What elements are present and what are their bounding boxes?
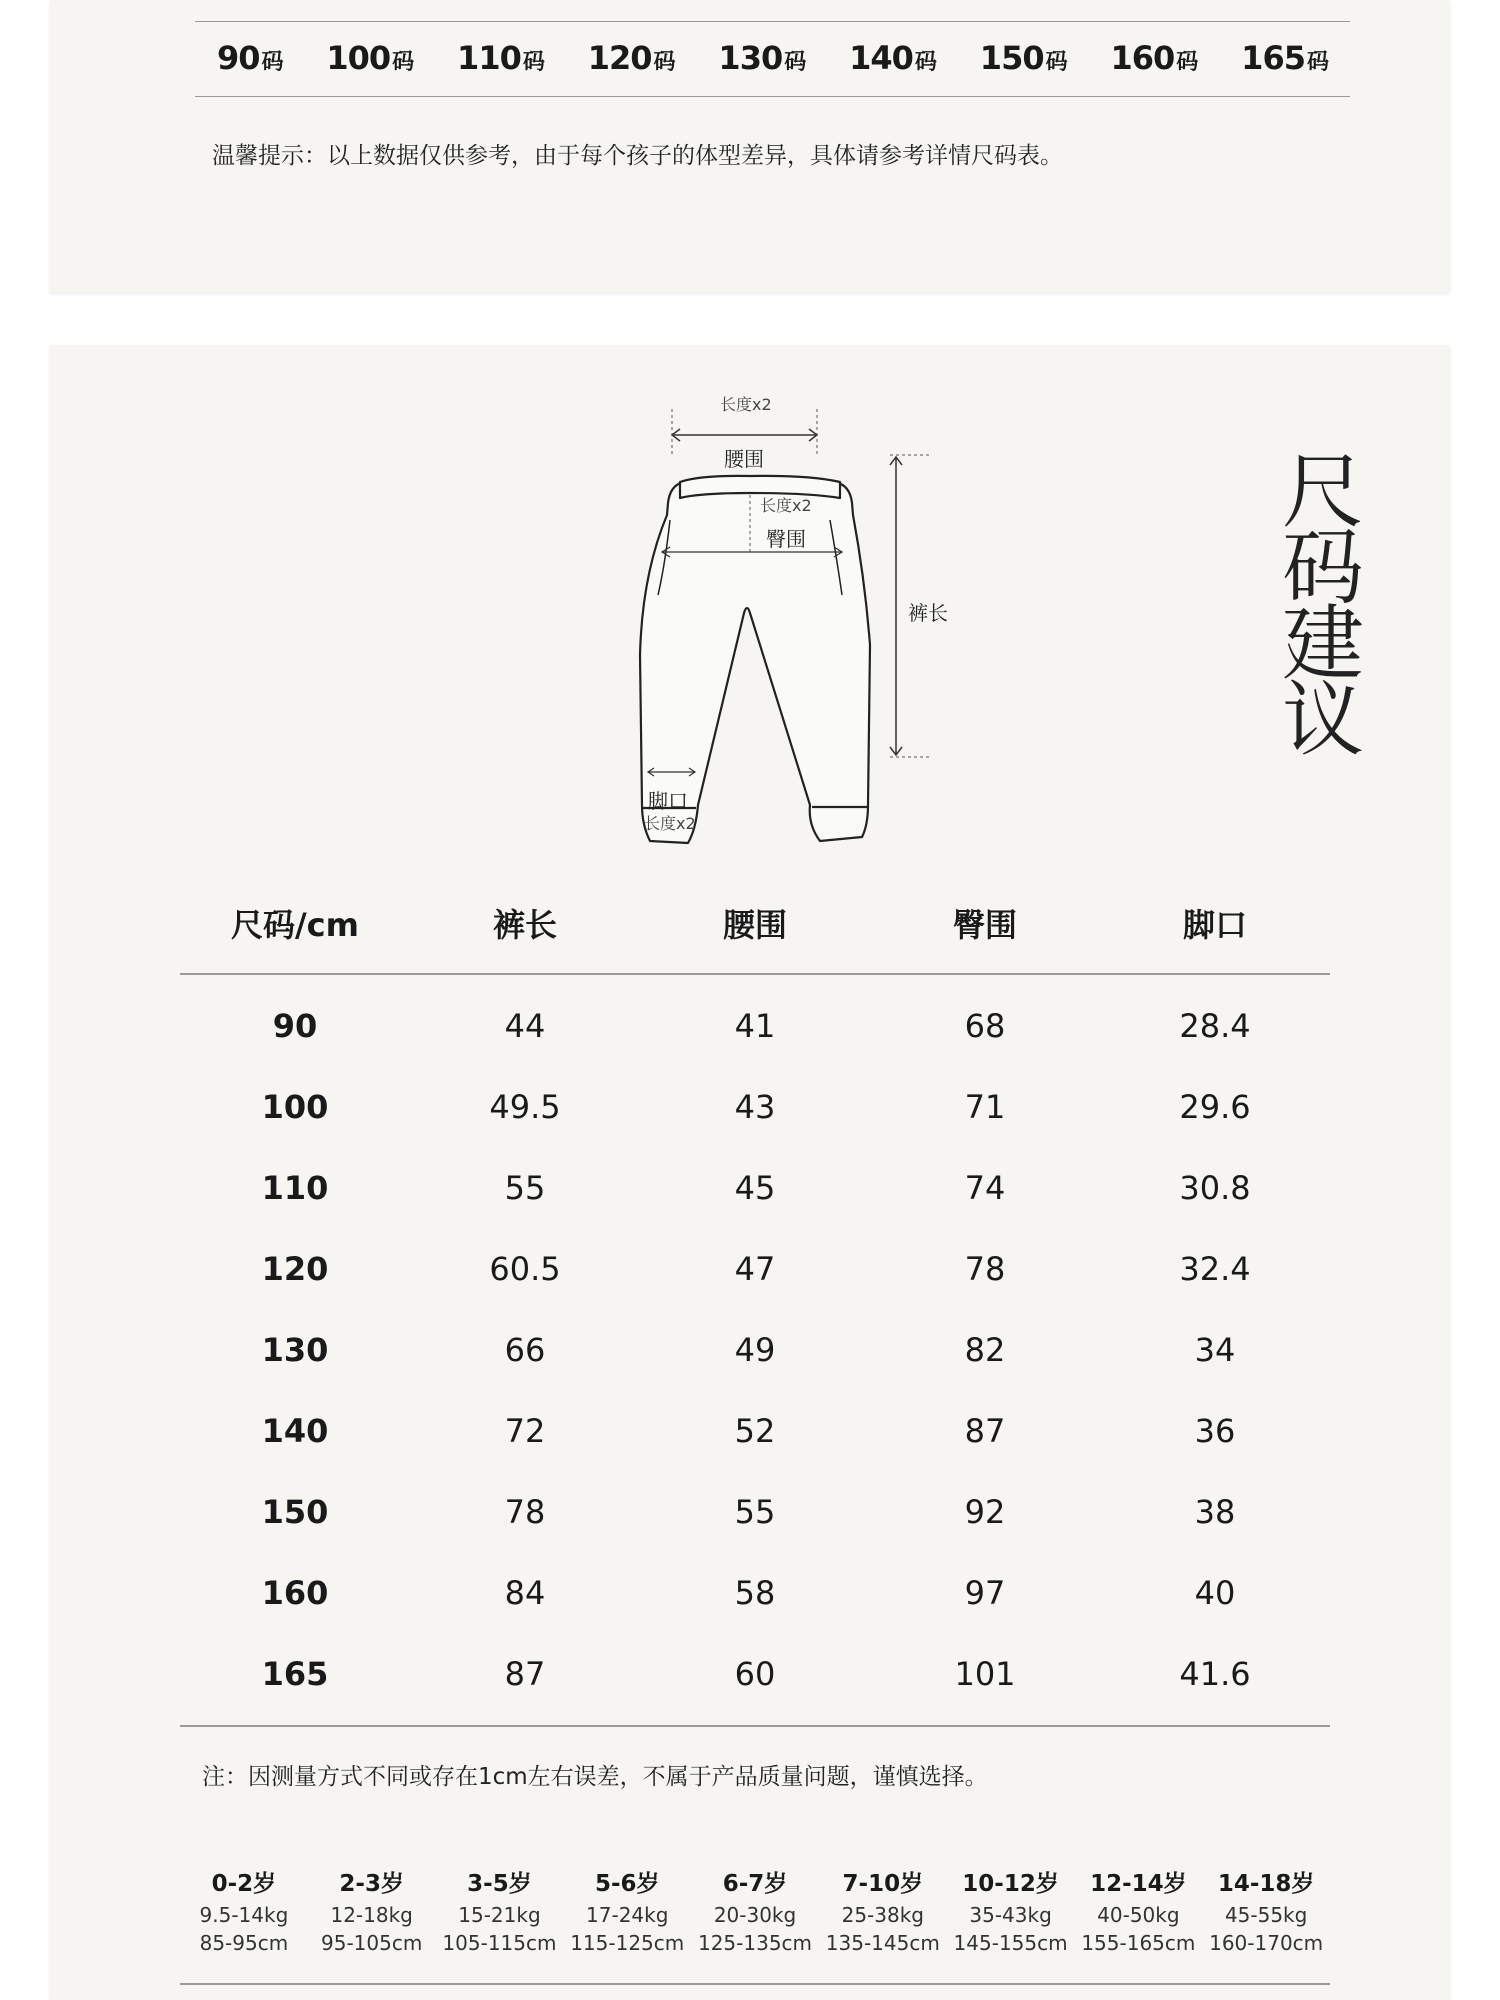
cell-hip: 71 — [964, 1087, 1006, 1126]
cell-size: 120 — [261, 1249, 329, 1288]
age-guide-weight: 12-18kg — [330, 1903, 413, 1927]
cell-length: 72 — [504, 1411, 546, 1450]
cell-size: 150 — [261, 1492, 329, 1531]
table-row — [180, 1552, 1330, 1633]
cell-cuff: 29.6 — [1179, 1087, 1251, 1126]
vertical-title-char: 议 — [1281, 673, 1364, 768]
cell-cuff: 38 — [1194, 1492, 1236, 1531]
table-row — [180, 1390, 1330, 1471]
cell-hip: 82 — [964, 1330, 1006, 1369]
age-guide-height: 115-125cm — [570, 1931, 685, 1955]
cell-hip: 68 — [964, 1006, 1006, 1045]
table-bottom-rule — [180, 1725, 1330, 1727]
age-guide-height: 105-115cm — [442, 1931, 557, 1955]
cell-waist: 41 — [734, 1006, 776, 1045]
cuff-label: 脚口 — [648, 789, 688, 813]
top-size-number: 90 — [216, 39, 260, 77]
age-guide-age: 5-6岁 — [594, 1871, 660, 1897]
table-header-rule — [180, 973, 1330, 975]
cell-waist: 43 — [734, 1087, 776, 1126]
top-size-unit: 码 — [914, 50, 936, 75]
top-size-item — [588, 39, 675, 77]
age-guide-item — [436, 1865, 564, 1955]
cell-length: 55 — [504, 1168, 546, 1207]
top-size-item — [980, 39, 1067, 77]
header-hip: 臀围 — [952, 906, 1017, 944]
waist-label: 腰围 — [724, 447, 764, 471]
cell-length: 78 — [504, 1492, 546, 1531]
size-table-header — [180, 893, 1330, 953]
age-guide-item — [819, 1865, 947, 1955]
header-waist: 腰围 — [722, 906, 787, 944]
age-guide-weight: 45-55kg — [1224, 1903, 1308, 1927]
top-size-unit: 码 — [1306, 50, 1328, 75]
cell-cuff: 28.4 — [1179, 1006, 1251, 1045]
top-size-number: 160 — [1110, 39, 1175, 77]
top-size-item — [849, 39, 936, 77]
age-guide-height: 160-170cm — [1209, 1931, 1324, 1955]
top-size-item — [217, 39, 283, 77]
cuff-note: 长度x2 — [644, 814, 696, 833]
hip-note: 长度x2 — [760, 496, 812, 515]
cell-size: 165 — [261, 1654, 329, 1693]
cell-cuff: 36 — [1194, 1411, 1236, 1450]
top-size-unit: 码 — [392, 50, 414, 75]
note-text: 注：因测量方式不同或存在1cm左右误差，不属于产品质量问题，谨慎选择。 — [202, 1764, 988, 1790]
age-guide-age: 6-7岁 — [722, 1871, 788, 1897]
table-row — [180, 1309, 1330, 1390]
age-guide-height: 155-165cm — [1081, 1931, 1196, 1955]
age-guide-rule — [180, 1983, 1330, 1985]
cell-hip: 78 — [964, 1249, 1006, 1288]
age-guide-weight: 17-24kg — [586, 1903, 669, 1927]
size-chart-card — [50, 345, 1450, 2000]
cell-cuff: 30.8 — [1179, 1168, 1251, 1207]
table-row — [180, 985, 1330, 1066]
cell-cuff: 40 — [1194, 1573, 1236, 1612]
vertical-title-char: 建 — [1281, 597, 1364, 692]
hip-label: 臀围 — [766, 527, 806, 551]
cell-hip: 97 — [964, 1573, 1006, 1612]
waist-note: 长度x2 — [720, 395, 772, 414]
age-guide-weight: 35-43kg — [969, 1903, 1052, 1927]
cell-length: 49.5 — [489, 1087, 561, 1126]
header-length: 裤长 — [492, 906, 557, 944]
cell-cuff: 32.4 — [1179, 1249, 1251, 1288]
cell-hip: 74 — [964, 1168, 1006, 1207]
top-size-unit: 码 — [1176, 50, 1198, 75]
cell-length: 60.5 — [489, 1249, 561, 1288]
cell-waist: 45 — [734, 1168, 776, 1207]
top-size-number: 100 — [326, 39, 391, 77]
age-guide-age: 12-14岁 — [1090, 1871, 1187, 1897]
age-guide-weight: 15-21kg — [458, 1903, 541, 1927]
age-guide-age: 0-2岁 — [211, 1871, 277, 1897]
top-size-item — [1110, 39, 1197, 77]
age-guide-height: 85-95cm — [199, 1931, 289, 1955]
age-guide-height: 125-135cm — [697, 1931, 813, 1955]
table-row — [180, 1066, 1330, 1147]
cell-hip: 101 — [954, 1654, 1016, 1693]
header-cuff: 脚口 — [1182, 906, 1247, 944]
cell-length: 66 — [504, 1330, 546, 1369]
age-guide-item — [1074, 1865, 1202, 1955]
age-guide-age: 10-12岁 — [962, 1871, 1059, 1897]
age-guide-item — [1202, 1865, 1330, 1955]
cell-cuff: 41.6 — [1179, 1654, 1251, 1693]
cell-waist: 60 — [734, 1654, 776, 1693]
table-row — [180, 1228, 1330, 1309]
age-guide-height: 135-145cm — [825, 1931, 940, 1955]
tip-text: 温馨提示：以上数据仅供参考，由于每个孩子的体型差异，具体请参考详情尺码表。 — [212, 143, 1063, 169]
cell-waist: 55 — [734, 1492, 776, 1531]
pants-diagram — [50, 345, 1450, 905]
top-size-number: 150 — [979, 39, 1044, 77]
age-guide-weight: 40-50kg — [1097, 1903, 1180, 1927]
age-guide-weight: 25-38kg — [841, 1903, 924, 1927]
age-guide-age: 14-18岁 — [1217, 1871, 1315, 1897]
age-guide-item — [947, 1865, 1075, 1955]
cell-waist: 58 — [734, 1573, 776, 1612]
top-size-item — [457, 39, 544, 77]
cell-size: 110 — [261, 1168, 329, 1207]
age-guide-item — [308, 1865, 436, 1955]
top-size-unit: 码 — [522, 50, 544, 75]
cell-length: 44 — [504, 1006, 546, 1045]
vertical-title-char: 尺 — [1281, 445, 1364, 540]
cell-waist: 49 — [734, 1330, 776, 1369]
top-size-number: 165 — [1241, 39, 1305, 77]
age-guide-height: 95-105cm — [321, 1931, 423, 1955]
vertical-title — [1278, 445, 1368, 768]
age-guide — [180, 1865, 1330, 1955]
top-size-item — [718, 39, 805, 77]
size-table-body — [180, 985, 1330, 1714]
age-guide-weight: 9.5-14kg — [199, 1903, 289, 1927]
size-summary-card — [50, 0, 1450, 292]
age-guide-weight: 20-30kg — [713, 1903, 797, 1927]
age-guide-item — [563, 1865, 691, 1955]
cell-waist: 47 — [734, 1249, 776, 1288]
age-guide-age: 7-10岁 — [842, 1871, 924, 1897]
top-size-item — [326, 39, 413, 77]
top-size-number: 110 — [457, 39, 521, 77]
cell-cuff: 34 — [1194, 1330, 1236, 1369]
length-label: 裤长 — [908, 601, 948, 625]
cell-waist: 52 — [734, 1411, 776, 1450]
cell-size: 100 — [261, 1087, 329, 1126]
vertical-title-char: 码 — [1281, 521, 1364, 616]
top-size-unit: 码 — [1045, 50, 1067, 75]
top-size-number: 140 — [849, 39, 913, 77]
cell-hip: 92 — [964, 1492, 1006, 1531]
top-size-row — [195, 22, 1350, 94]
top-size-item — [1241, 39, 1328, 77]
cell-size: 140 — [261, 1411, 329, 1450]
top-size-unit: 码 — [784, 50, 806, 75]
cell-size: 160 — [261, 1573, 329, 1612]
age-guide-height: 145-155cm — [953, 1931, 1068, 1955]
top-size-unit: 码 — [653, 50, 675, 75]
top-size-number: 120 — [587, 39, 652, 77]
header-size: 尺码/cm — [230, 906, 359, 944]
cell-hip: 87 — [964, 1411, 1006, 1450]
cell-length: 84 — [504, 1573, 546, 1612]
top-size-number: 130 — [718, 39, 783, 77]
top-size-unit: 码 — [261, 50, 283, 75]
cell-length: 87 — [504, 1654, 546, 1693]
table-row — [180, 1633, 1330, 1714]
table-row — [180, 1147, 1330, 1228]
age-guide-item — [180, 1865, 308, 1955]
age-guide-age: 3-5岁 — [467, 1871, 532, 1897]
table-row — [180, 1471, 1330, 1552]
age-guide-age: 2-3岁 — [339, 1871, 404, 1897]
cell-size: 130 — [261, 1330, 329, 1369]
bottom-rule — [195, 96, 1350, 97]
age-guide-item — [691, 1865, 819, 1955]
cell-size: 90 — [272, 1006, 318, 1045]
